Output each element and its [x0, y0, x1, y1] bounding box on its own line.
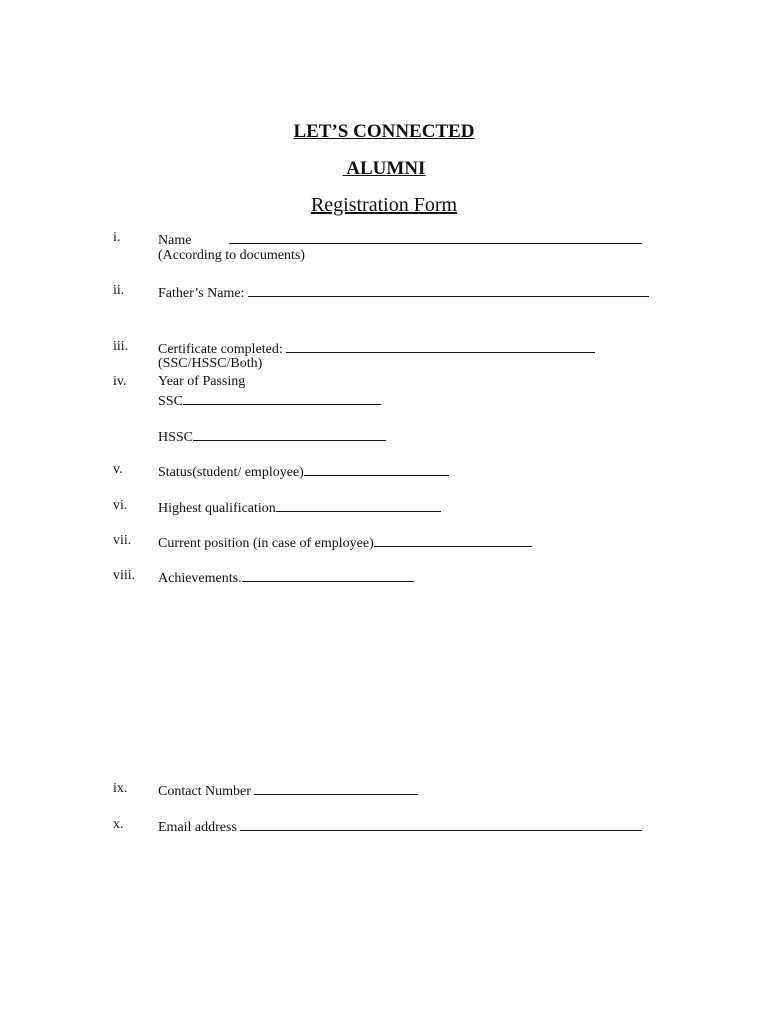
item-number-v: v.: [113, 462, 123, 477]
position-blank[interactable]: [374, 532, 532, 547]
item-number-iv: iv.: [113, 374, 127, 389]
qualification-field[interactable]: [158, 497, 441, 517]
position-field[interactable]: [158, 532, 532, 552]
certificate-label: Certificate completed:: [158, 342, 287, 357]
name-label: Name: [158, 233, 192, 248]
item-number-x: x.: [113, 817, 124, 832]
father-name-blank[interactable]: [248, 282, 649, 297]
form-title: LET’S CONNECTED: [293, 121, 475, 142]
ssc-year-blank[interactable]: [183, 390, 381, 405]
status-label: Status(student/ employee): [158, 465, 304, 480]
contact-number-field[interactable]: [158, 780, 418, 800]
ssc-year-field[interactable]: [158, 390, 381, 410]
email-address-blank[interactable]: [240, 816, 642, 831]
form-title-alumni: ALUMNI: [342, 158, 426, 179]
year-of-passing-label: Year of Passing: [158, 374, 246, 389]
achievements-label: Achievements.: [158, 571, 242, 586]
item-number-viii: viii.: [113, 568, 136, 583]
name-field[interactable]: [158, 229, 642, 249]
father-name-field[interactable]: [158, 282, 649, 302]
item-number-ix: ix.: [113, 781, 128, 796]
contact-number-label: Contact Number: [158, 784, 255, 799]
item-number-iii: iii.: [113, 339, 129, 354]
item-number-i: i.: [113, 230, 121, 245]
contact-number-blank[interactable]: [254, 780, 418, 795]
hssc-label: HSSC: [158, 430, 194, 445]
name-note: (According to documents): [158, 248, 305, 263]
hssc-year-blank[interactable]: [193, 426, 386, 441]
form-subtitle: Registration Form: [310, 194, 458, 216]
certificate-blank[interactable]: [286, 338, 595, 353]
email-address-field[interactable]: [158, 816, 642, 836]
father-name-label: Father’s Name:: [158, 286, 248, 301]
status-field[interactable]: [158, 461, 449, 481]
ssc-label: SSC: [158, 394, 183, 409]
qualification-label: Highest qualification: [158, 501, 276, 516]
item-number-vi: vi.: [113, 498, 128, 513]
item-number-vii: vii.: [113, 533, 132, 548]
achievements-blank[interactable]: [242, 567, 414, 582]
certificate-note: (SSC/HSSC/Both): [158, 356, 263, 371]
status-blank[interactable]: [304, 461, 449, 476]
position-label: Current position (in case of employee): [158, 536, 374, 551]
hssc-year-field[interactable]: [158, 426, 386, 446]
email-address-label: Email address: [158, 820, 241, 835]
achievements-field[interactable]: [158, 567, 414, 587]
item-number-ii: ii.: [113, 283, 125, 298]
name-blank[interactable]: [229, 229, 642, 244]
qualification-blank[interactable]: [276, 497, 441, 512]
